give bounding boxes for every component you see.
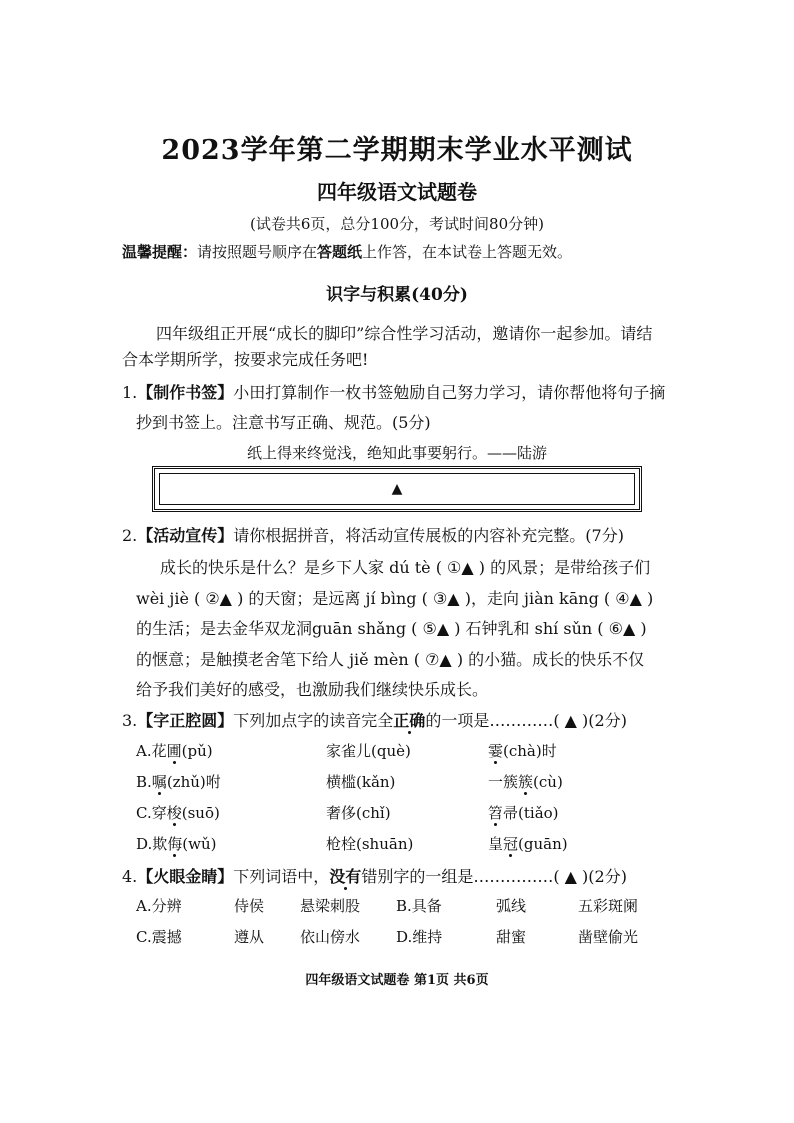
reminder-bold: 答题纸	[317, 243, 363, 261]
q3-line-1	[122, 708, 627, 731]
q2-line-1	[122, 523, 624, 546]
option-dotted-char: 笤	[488, 804, 504, 822]
q4-word: 五彩斑阑	[578, 897, 639, 915]
q3-number: 3.	[122, 711, 138, 730]
q1-line-1	[122, 380, 665, 403]
exam-subtitle: 四年级语文试题卷	[317, 180, 477, 204]
q1-tag: 【制作书签】	[137, 383, 234, 402]
exam-note: (试卷共6页，总分100分，考试时间80分钟)	[250, 215, 544, 233]
q2-text-line: 成长的快乐是什么？是乡下人家 dú tè ( ①▲ ) 的风景；是带给孩子们	[160, 558, 651, 577]
q2-prompt: 请你根据拼音，将活动宣传展板的内容补充完整。(7分)	[233, 526, 624, 545]
q3-prompt-emphasis: 正确	[393, 711, 426, 730]
q3-option-c3	[488, 802, 559, 823]
option-pinyin: (pǔ)	[181, 742, 213, 760]
intro-line-1: 四年级组正开展“成长的脚印”综合性学习活动，邀请你一起参加。请结	[156, 324, 653, 343]
q4-word: 弧线	[496, 897, 527, 915]
option-pinyin: (chà)时	[503, 742, 557, 760]
q3-option-b1	[136, 771, 221, 792]
option-letter: D.	[136, 835, 153, 853]
q2-number: 2.	[122, 526, 138, 545]
q3-option-c1	[136, 802, 220, 823]
option-pinyin: (wǔ)	[182, 835, 217, 853]
q4-word: 悬梁刺股	[300, 897, 361, 915]
reminder-text-2: 上作答，在本试卷上答题无效。	[362, 243, 573, 261]
q3-option-a2: 家雀儿(què)	[326, 742, 411, 760]
option-dotted-char: 霎	[488, 742, 504, 760]
option-pinyin: (zhǔ)咐	[166, 773, 221, 791]
q4-tag: 【火眼金睛】	[137, 867, 234, 886]
option-text: 花	[151, 742, 167, 760]
q4-word: 侍侯	[234, 897, 265, 915]
q4-word: D.维持	[396, 928, 443, 946]
q3-prompt-post: 的一项是…………( ▲ )(2分)	[425, 711, 627, 730]
option-pinyin: (guān)	[518, 835, 568, 853]
q4-word: 甜蜜	[496, 928, 527, 946]
q4-prompt-pre: 下列词语中，	[233, 867, 330, 886]
answer-triangle-icon: ▲	[391, 481, 403, 497]
q4-word: C.震撼	[136, 928, 182, 946]
option-dotted-char: 冠	[503, 835, 519, 853]
q3-option-d1	[136, 833, 217, 854]
q4-word: B.具备	[396, 897, 442, 915]
option-text: 穿	[151, 804, 167, 822]
q3-prompt-pre: 下列加点字的读音完全	[233, 711, 394, 730]
option-text: 皇	[488, 835, 504, 853]
q3-option-c2: 奢侈(chǐ)	[326, 804, 391, 822]
q4-word: 依山傍水	[300, 928, 361, 946]
intro-line-2: 合本学期所学，按要求完成任务吧!	[122, 350, 369, 369]
option-dotted-char: 嘱	[151, 773, 167, 791]
option-dotted-char: 簇	[518, 773, 534, 791]
option-letter: C.	[136, 804, 152, 822]
exam-title: 2023学年第二学期期末学业水平测试	[161, 135, 633, 166]
option-pinyin: (suō)	[181, 804, 220, 822]
q1-quote: 纸上得来终觉浅，绝知此事要躬行。——陆游	[246, 444, 547, 462]
q4-number: 4.	[122, 867, 138, 886]
reminder	[122, 241, 572, 262]
q2-text-line: wèi jiè ( ②▲ ) 的天窗；是远离 jí bìng ( ③▲ )，走向 jiàn kāng ( ④▲ )	[136, 589, 654, 608]
q4-word: A.分辨	[136, 897, 182, 915]
q3-tag: 【字正腔圆】	[137, 711, 234, 730]
option-pinyin: 帚(tiǎo)	[503, 804, 559, 822]
q1-text-1: 小田打算制作一枚书签勉励自己努力学习，请你帮他将句子摘	[233, 383, 666, 402]
q3-option-d2: 枪栓(shuān)	[326, 835, 414, 853]
option-letter: A.	[136, 742, 152, 760]
q1-number: 1.	[122, 383, 138, 402]
q2-text-line: 的惬意；是触摸老舍笔下给人 jiě mèn ( ⑦▲ ) 的小猫。成长的快乐不仅	[136, 650, 645, 669]
option-dotted-char: 侮	[167, 835, 183, 853]
option-dotted-char: 梭	[166, 804, 182, 822]
q2-text-line: 的生活；是去金华双龙洞guān shǎng ( ⑤▲ ) 石钟乳和 shí sǔn ( ⑥▲ )	[136, 619, 647, 638]
q4-prompt-post: 错别字的一组是……………( ▲ )(2分)	[361, 867, 627, 886]
q4-word: 遵从	[234, 928, 265, 946]
q3-option-d3	[488, 833, 568, 854]
q4-prompt-emphasis: 没有	[329, 867, 362, 886]
option-dotted-char: 圃	[166, 742, 182, 760]
q4-word: 凿壁偷光	[578, 928, 639, 946]
reminder-text-1: 请按照题号顺序在	[197, 243, 318, 261]
option-letter: B.	[136, 773, 152, 791]
option-text: 一簇	[488, 773, 519, 791]
section-title: 识字与积累(40分)	[326, 285, 468, 305]
q2-tag: 【活动宣传】	[137, 526, 234, 545]
option-text: 欺	[152, 835, 168, 853]
q4-line-1	[122, 864, 627, 887]
q1-line-2: 抄到书签上。注意书写正确、规范。(5分)	[136, 413, 431, 432]
q3-option-b2: 横槛(kǎn)	[326, 773, 396, 791]
q2-text-line: 给予我们美好的感受，也激励我们继续快乐成长。	[136, 680, 489, 699]
q3-option-a1	[136, 740, 213, 761]
q3-option-b3	[488, 771, 563, 792]
reminder-label: 温馨提醒：	[122, 243, 198, 261]
option-pinyin: (cù)	[533, 773, 563, 791]
q3-option-a3	[488, 740, 557, 761]
page-footer: 四年级语文试题卷 第1页 共6页	[305, 973, 489, 988]
bookmark-answer-box	[152, 466, 642, 512]
